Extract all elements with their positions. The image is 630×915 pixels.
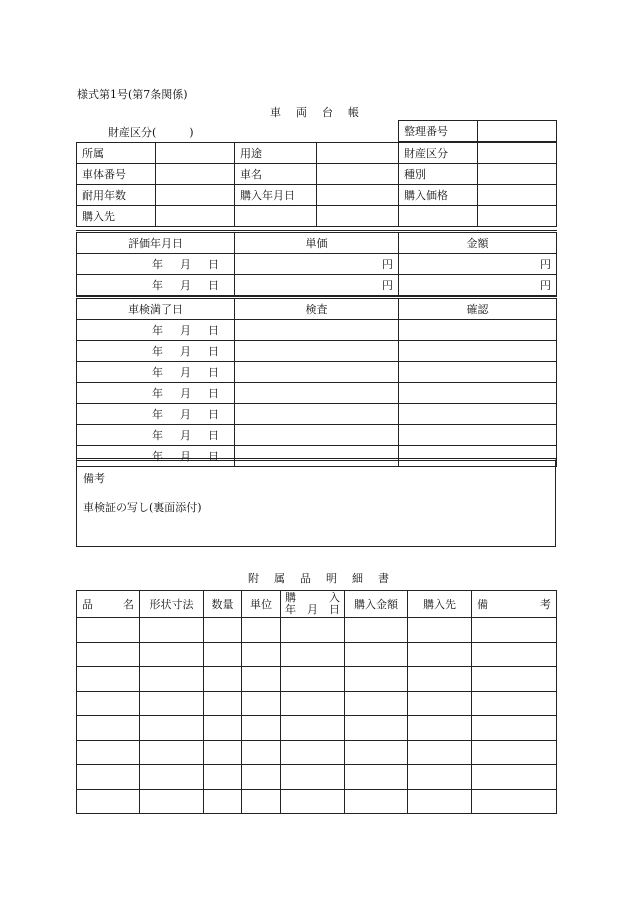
purchase-amount-cell[interactable]	[345, 667, 408, 692]
inspection-expiry-cell[interactable]: 年 月 日	[77, 404, 235, 425]
shape-size-cell[interactable]	[140, 618, 204, 643]
shape-size-cell[interactable]	[140, 642, 204, 667]
item-name-cell[interactable]	[77, 789, 140, 814]
info-row	[77, 185, 557, 206]
inspection-expiry-cell[interactable]: 年 月 日	[77, 383, 235, 404]
vendor-label: 購入先	[77, 206, 156, 227]
unit-cell[interactable]	[242, 618, 281, 643]
vendor-field[interactable]	[156, 206, 235, 227]
inspection-expiry-cell[interactable]: 年 月 日	[77, 446, 235, 467]
inspection-row	[77, 425, 557, 446]
purchase-date-cell[interactable]	[281, 716, 345, 741]
purchase-amount-cell[interactable]	[345, 740, 408, 765]
quantity-cell[interactable]	[204, 691, 242, 716]
vehicle-type-field[interactable]	[478, 164, 557, 185]
remarks-cell[interactable]	[472, 716, 557, 741]
vehicle-name-label: 車名	[235, 164, 317, 185]
confirmation-cell[interactable]	[399, 362, 557, 383]
purchase-date-cell[interactable]	[281, 642, 345, 667]
purchase-date-cell[interactable]	[281, 691, 345, 716]
unit-cell[interactable]	[242, 765, 281, 790]
valuation-row	[77, 275, 557, 296]
quantity-cell[interactable]	[204, 765, 242, 790]
vendor-header: 購入先	[408, 591, 472, 618]
inspection-cell[interactable]	[235, 320, 399, 341]
accessory-row	[77, 618, 557, 643]
inspection-cell[interactable]	[235, 425, 399, 446]
inspection-expiry-cell[interactable]: 年 月 日	[77, 320, 235, 341]
valuation-row	[77, 254, 557, 275]
chassis-number-field[interactable]	[156, 164, 235, 185]
inspection-expiry-cell[interactable]: 年 月 日	[77, 362, 235, 383]
unit-cell[interactable]	[242, 740, 281, 765]
accessory-row	[77, 667, 557, 692]
amount-cell[interactable]: 円	[399, 275, 557, 296]
purchase-date-label: 購入年月日	[235, 185, 317, 206]
purpose-label: 用途	[235, 143, 317, 164]
remarks-cell[interactable]	[472, 789, 557, 814]
purchase-amount-cell[interactable]	[345, 642, 408, 667]
quantity-cell[interactable]	[204, 740, 242, 765]
property-class-label: 財産区分( )	[108, 126, 194, 139]
unit-cell[interactable]	[242, 642, 281, 667]
purchase-amount-cell[interactable]	[345, 765, 408, 790]
item-name-cell[interactable]	[77, 667, 140, 692]
remarks-note: 車検証の写し(裏面添付)	[83, 501, 202, 514]
valuation-table	[76, 230, 557, 296]
unit-price-cell[interactable]: 円	[235, 254, 399, 275]
accessory-row	[77, 765, 557, 790]
valuation-date-header: 評価年月日	[77, 232, 235, 254]
confirmation-cell[interactable]	[399, 425, 557, 446]
chassis-number-label: 車体番号	[77, 164, 156, 185]
vendor-cell[interactable]	[408, 765, 472, 790]
purchase-amount-cell[interactable]	[345, 618, 408, 643]
quantity-cell[interactable]	[204, 667, 242, 692]
form-number-label: 様式第1号(第7条関係)	[77, 88, 188, 101]
inspection-row	[77, 320, 557, 341]
unit-cell[interactable]	[242, 789, 281, 814]
shape-size-cell[interactable]	[140, 667, 204, 692]
inspection-row	[77, 383, 557, 404]
shape-size-cell[interactable]	[140, 691, 204, 716]
confirmation-cell[interactable]	[399, 320, 557, 341]
info-row	[77, 164, 557, 185]
registration-number-field[interactable]	[478, 121, 557, 142]
amount-header: 金額	[399, 232, 557, 254]
item-name-cell[interactable]	[77, 765, 140, 790]
shape-size-cell[interactable]	[140, 740, 204, 765]
vehicle-info-table	[76, 142, 557, 227]
remarks-cell[interactable]	[472, 667, 557, 692]
item-name-cell[interactable]	[77, 740, 140, 765]
quantity-header: 数量	[204, 591, 242, 618]
asset-class-field[interactable]	[478, 143, 557, 164]
inspection-expiry-cell[interactable]: 年 月 日	[77, 425, 235, 446]
purchase-price-label: 購入価格	[399, 185, 478, 206]
inspection-row	[77, 341, 557, 362]
purchase-date-cell[interactable]	[281, 667, 345, 692]
purpose-field[interactable]	[317, 143, 399, 164]
amount-cell[interactable]: 円	[399, 254, 557, 275]
purchase-price-field[interactable]	[478, 185, 557, 206]
unit-cell[interactable]	[242, 667, 281, 692]
remarks-cell[interactable]	[472, 765, 557, 790]
quantity-cell[interactable]	[204, 618, 242, 643]
purchase-date-cell[interactable]	[281, 740, 345, 765]
vendor-cell[interactable]	[408, 740, 472, 765]
quantity-cell[interactable]	[204, 789, 242, 814]
item-name-cell[interactable]	[77, 642, 140, 667]
purchase-date-cell[interactable]	[281, 789, 345, 814]
shape-size-cell[interactable]	[140, 716, 204, 741]
remarks-cell[interactable]	[472, 691, 557, 716]
ledger-title: 車 両 台 帳	[270, 106, 361, 119]
accessory-row	[77, 716, 557, 741]
shape-size-header: 形状寸法	[140, 591, 204, 618]
inspection-expiry-header: 車検満了日	[77, 298, 235, 320]
blank-cell	[478, 206, 557, 227]
remarks-cell[interactable]	[472, 642, 557, 667]
valuation-date-cell[interactable]: 年 月 日	[77, 254, 235, 275]
purchase-date-cell[interactable]	[281, 765, 345, 790]
info-row	[77, 143, 557, 164]
inspection-cell[interactable]	[235, 362, 399, 383]
shape-size-cell[interactable]	[140, 765, 204, 790]
inspection-table	[76, 296, 557, 467]
vendor-field-ext[interactable]	[317, 206, 399, 227]
remarks-cell[interactable]	[472, 740, 557, 765]
quantity-cell[interactable]	[204, 642, 242, 667]
vendor-cell[interactable]	[408, 618, 472, 643]
unit-header: 単位	[242, 591, 281, 618]
unit-cell[interactable]	[242, 691, 281, 716]
info-row	[77, 206, 557, 227]
inspection-expiry-cell[interactable]: 年 月 日	[77, 341, 235, 362]
valuation-date-cell[interactable]: 年 月 日	[77, 275, 235, 296]
unit-cell[interactable]	[242, 716, 281, 741]
vendor-cell[interactable]	[408, 642, 472, 667]
vendor-field-ext[interactable]	[235, 206, 317, 227]
quantity-cell[interactable]	[204, 716, 242, 741]
vehicle-name-field[interactable]	[317, 164, 399, 185]
registration-number-label: 整理番号	[399, 121, 478, 142]
inspection-cell[interactable]	[235, 383, 399, 404]
item-name-header: 品 名	[77, 591, 140, 618]
asset-class-label: 財産区分	[399, 143, 478, 164]
unit-price-cell[interactable]: 円	[235, 275, 399, 296]
purchase-amount-cell[interactable]	[345, 716, 408, 741]
shape-size-cell[interactable]	[140, 789, 204, 814]
confirmation-cell[interactable]	[399, 404, 557, 425]
useful-life-field[interactable]	[156, 185, 235, 206]
vendor-cell[interactable]	[408, 789, 472, 814]
item-name-cell[interactable]	[77, 716, 140, 741]
registration-number-table	[398, 120, 557, 142]
confirmation-cell[interactable]	[399, 383, 557, 404]
purchase-amount-cell[interactable]	[345, 691, 408, 716]
inspection-row	[77, 362, 557, 383]
accessory-row	[77, 691, 557, 716]
purchase-amount-cell[interactable]	[345, 789, 408, 814]
purchase-amount-header: 購入金額	[345, 591, 408, 618]
confirmation-cell[interactable]	[399, 341, 557, 362]
vehicle-type-label: 種別	[399, 164, 478, 185]
inspection-row	[77, 404, 557, 425]
affiliation-field[interactable]	[156, 143, 235, 164]
remarks-label: 備考	[83, 472, 105, 485]
vendor-cell[interactable]	[408, 716, 472, 741]
vendor-cell[interactable]	[408, 667, 472, 692]
vendor-cell[interactable]	[408, 691, 472, 716]
item-name-cell[interactable]	[77, 691, 140, 716]
accessory-row	[77, 740, 557, 765]
blank-cell	[399, 206, 478, 227]
useful-life-label: 耐用年数	[77, 185, 156, 206]
affiliation-label: 所属	[77, 143, 156, 164]
item-name-cell[interactable]	[77, 618, 140, 643]
inspection-cell[interactable]	[235, 341, 399, 362]
confirmation-header: 確認	[399, 298, 557, 320]
purchase-date-field[interactable]	[317, 185, 399, 206]
accessories-title: 附 属 品 明 細 書	[248, 572, 391, 585]
accessory-row	[77, 642, 557, 667]
inspection-cell[interactable]	[235, 404, 399, 425]
purchase-date-cell[interactable]	[281, 618, 345, 643]
remarks-header: 備 考	[472, 591, 557, 618]
remarks-box[interactable]	[76, 458, 556, 547]
inspection-header: 検査	[235, 298, 399, 320]
accessory-row	[77, 789, 557, 814]
purchase-date-header: 購 入 年 月 日	[281, 591, 345, 618]
accessories-table	[76, 590, 557, 814]
unit-price-header: 単価	[235, 232, 399, 254]
remarks-cell[interactable]	[472, 618, 557, 643]
